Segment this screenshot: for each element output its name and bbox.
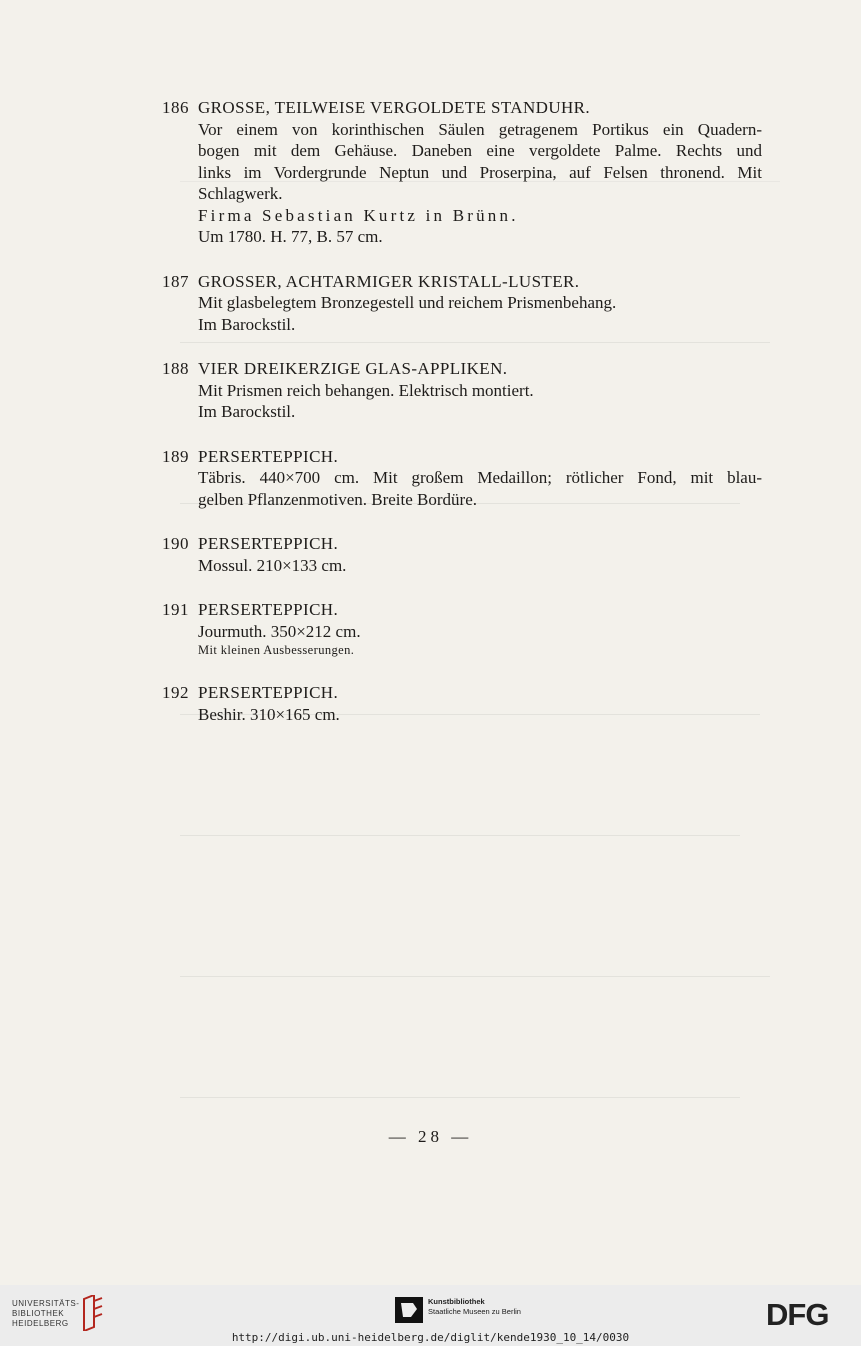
description-line: links im Vordergrunde Neptun und Proserpina, auf Felsen thronend. Mit xyxy=(198,162,762,182)
description-line: Mit Prismen reich behangen. Elektrisch montiert. xyxy=(198,380,534,400)
description-line: Jourmuth. 350×212 cm. xyxy=(198,621,361,641)
description-line: Im Barockstil. xyxy=(198,402,296,421)
entry-number: 186 xyxy=(162,98,189,117)
description-line: Schlagwerk. xyxy=(198,184,283,203)
catalog-entry-186 xyxy=(162,97,762,248)
museum-name: Kunstbibliothek xyxy=(428,1297,485,1306)
entry-maker: Firma Sebastian Kurtz in Brünn. xyxy=(198,205,519,225)
entry-title: PERSERTEPPICH. xyxy=(198,534,339,553)
kunstbibliothek-logo-icon[interactable] xyxy=(395,1297,423,1323)
description-line: Im Barockstil. xyxy=(198,314,296,334)
museum-label[interactable] xyxy=(428,1297,521,1317)
description-line: bogen mit dem Gehäuse. Daneben eine vergoldete Palme. Rechts und xyxy=(198,141,762,160)
description-line: Vor einem von korinthischen Säulen getragenem Portikus ein Quadern- xyxy=(198,119,762,139)
entry-description xyxy=(198,704,762,726)
description-line: gelben Pflanzenmotiven. Breite Bordüre. xyxy=(198,489,477,509)
university-line: HEIDELBERG xyxy=(12,1319,69,1328)
entry-description xyxy=(198,555,762,577)
entry-number: 192 xyxy=(162,683,189,702)
description-line: Mossul. 210×133 cm. xyxy=(198,555,347,575)
catalog-entries xyxy=(162,97,762,748)
university-line: UNIVERSITÄTS- xyxy=(12,1299,80,1308)
entry-note: Mit kleinen Ausbesserungen. xyxy=(198,643,355,657)
entry-description xyxy=(198,292,762,335)
entry-title: PERSERTEPPICH. xyxy=(198,600,339,619)
entry-title: VIER DREIKERZIGE GLAS-APPLIKEN. xyxy=(198,359,508,378)
catalog-entry-188 xyxy=(162,358,762,423)
description-line: Täbris. 440×700 cm. Mit großem Medaillon; rötlicher Fond, mit blau- xyxy=(198,468,762,487)
catalog-entry-189 xyxy=(162,446,762,511)
catalog-entry-191 xyxy=(162,599,762,659)
entry-description xyxy=(198,621,762,660)
entry-title: GROSSER, ACHTARMIGER KRISTALL-LUSTER. xyxy=(198,271,580,291)
university-line: BIBLIOTHEK xyxy=(12,1309,65,1318)
entry-title: PERSERTEPPICH. xyxy=(198,446,339,466)
catalog-entry-190 xyxy=(162,533,762,576)
entry-title: PERSERTEPPICH. xyxy=(198,683,339,702)
permalink-url[interactable]: http://digi.ub.uni-heidelberg.de/diglit/kende1930_10_14/0030 xyxy=(231,1331,630,1344)
entry-description xyxy=(198,467,762,510)
entry-number: 189 xyxy=(162,446,189,466)
entry-description xyxy=(198,119,762,248)
university-emblem-icon[interactable] xyxy=(80,1295,104,1331)
university-library-logo-text[interactable] xyxy=(12,1299,79,1329)
dfg-logo[interactable]: DFG xyxy=(766,1297,829,1332)
page-number: — 28 — xyxy=(388,1127,473,1146)
entry-date-dimensions: Um 1780. H. 77, B. 57 cm. xyxy=(198,227,383,246)
catalog-entry-187 xyxy=(162,271,762,336)
description-line: Mit glasbelegtem Bronzegestell und reichem Prismenbehang. xyxy=(198,293,617,312)
entry-number: 187 xyxy=(162,271,189,291)
catalog-entry-192 xyxy=(162,682,762,725)
entry-number: 190 xyxy=(162,534,189,553)
viewer-footer xyxy=(0,1285,861,1346)
entry-number: 188 xyxy=(162,359,189,378)
entry-description xyxy=(198,380,762,423)
description-line: Beshir. 310×165 cm. xyxy=(198,704,340,724)
entry-title: GROSSE, TEILWEISE VERGOLDETE STANDUHR. xyxy=(198,98,591,117)
entry-number: 191 xyxy=(162,600,189,619)
museum-subtitle: Staatliche Museen zu Berlin xyxy=(428,1307,521,1316)
